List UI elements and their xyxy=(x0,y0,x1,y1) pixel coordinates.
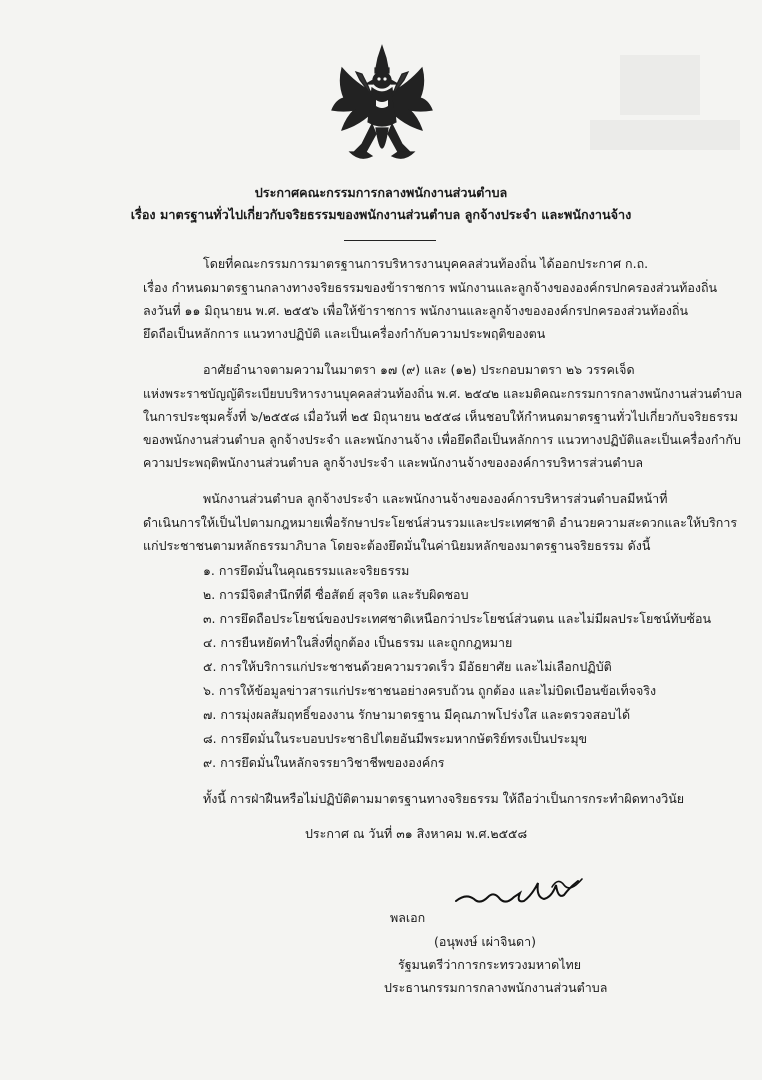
para1-line: โดยที่คณะกรรมการมาตรฐานการบริหารงานบุคคลส่วนท้องถิ่น ได้ออกประกาศ ก.ถ. xyxy=(203,256,649,271)
bleed-through-shadow xyxy=(590,120,740,150)
list-item: ๔. การยืนหยัดทำในสิ่งที่ถูกต้อง เป็นธรรม และถูกกฎหมาย xyxy=(203,635,513,650)
para2-line: ในการประชุมครั้งที่ ๖/๒๕๕๘ เมื่อวันที่ ๒๕ มิถุนายน ๒๕๕๘ เห็นชอบให้กำหนดมาตรฐานทั่วไปเกี่ยวกับจริยธรรม xyxy=(143,409,739,424)
list-item: ๓. การยึดถือประโยชน์ของประเทศชาติเหนือกว่าประโยชน์ส่วนตน และไม่มีผลประโยชน์ทับซ้อน xyxy=(203,611,712,626)
list-item: ๘. การยึดมั่นในระบอบประชาธิปไตยอันมีพระมหากษัตริย์ทรงเป็นประมุข xyxy=(203,731,588,746)
list-item: ๒. การมีจิตสำนึกที่ดี ซื่อสัตย์ สุจริต และรับผิดชอบ xyxy=(203,587,469,602)
list-item: ๗. การมุ่งผลสัมฤทธิ์ของงาน รักษามาตรฐาน มีคุณภาพโปร่งใส และตรวจสอบได้ xyxy=(203,707,631,722)
para3-line: ดำเนินการให้เป็นไปตามกฎหมายเพื่อรักษาประโยชน์ส่วนรวมและประเทศชาติ อำนวยความสะดวกและให้บริการ xyxy=(143,515,738,530)
list-item: ๑. การยึดมั่นในคุณธรรมและจริยธรรม xyxy=(203,563,410,578)
bleed-through-shadow xyxy=(620,55,700,115)
signer-position: รัฐมนตรีว่าการกระทรวงมหาดไทย xyxy=(398,957,582,972)
signer-rank: พลเอก xyxy=(390,910,426,925)
para2-line: แห่งพระราชบัญญัติระเบียบบริหารงานบุคคลส่วนท้องถิ่น พ.ศ. ๒๕๔๒ และมติคณะกรรมการกลางพนักงานส่วนตำบล xyxy=(143,386,743,401)
list-item: ๙. การยึดมั่นในหลักจรรยาวิชาชีพขององค์กร xyxy=(203,755,445,770)
handwritten-signature xyxy=(452,875,592,915)
announcement-date: ประกาศ ณ วันที่ ๓๑ สิงหาคม พ.ศ.๒๕๕๘ xyxy=(305,826,528,841)
para3-line: พนักงานส่วนตำบล ลูกจ้างประจำ และพนักงานจ้างขององค์การบริหารส่วนตำบลมีหน้าที่ xyxy=(203,491,668,506)
closing-statement: ทั้งนี้ การฝ่าฝืนหรือไม่ปฏิบัติตามมาตรฐานทางจริยธรรม ให้ถือว่าเป็นการกระทำผิดทางวินัย xyxy=(203,791,685,806)
para2-line: อาศัยอำนาจตามความในมาตรา ๑๗ (๙) และ (๑๒) ประกอบมาตรา ๒๖ วรรคเจ็ด xyxy=(203,362,635,377)
signer-position: ประธานกรรมการกลางพนักงานส่วนตำบล xyxy=(384,980,608,995)
header-title: ประกาศคณะกรรมการกลางพนักงานส่วนตำบล xyxy=(254,185,508,200)
para2-line: ของพนักงานส่วนตำบล ลูกจ้างประจำ และพนักงานจ้าง เพื่อยึดถือเป็นหลักการ แนวทางปฏิบัติและเป็นเครื่องกำกับ xyxy=(143,432,741,447)
title-divider xyxy=(344,240,436,241)
para1-line: ยึดถือเป็นหลักการ แนวทางปฏิบัติ และเป็นเครื่องกำกับความประพฤติของตน xyxy=(143,326,546,341)
subject-line: เรื่อง มาตรฐานทั่วไปเกี่ยวกับจริยธรรมของพนักงานส่วนตำบล ลูกจ้างประจำ และพนักงานจ้าง xyxy=(130,207,632,222)
para1-line: เรื่อง กำหนดมาตรฐานกลางทางจริยธรรมของข้าราชการ พนักงานและลูกจ้างขององค์กรปกครองส่วนท้องถิ่น xyxy=(143,280,718,295)
list-item: ๖. การให้ข้อมูลข่าวสารแก่ประชาชนอย่างครบถ้วน ถูกต้อง และไม่บิดเบือนข้อเท็จจริง xyxy=(203,683,657,698)
para1-line: ลงวันที่ ๑๑ มิถุนายน พ.ศ. ๒๕๕๖ เพื่อให้ข้าราชการ พนักงานและลูกจ้างขององค์กรปกครองส่วนท้องถิ่น xyxy=(143,303,689,318)
para3-line: แก่ประชาชนตามหลักธรรมาภิบาล โดยจะต้องยึดมั่นในค่านิยมหลักของมาตรฐานจริยธรรม ดังนี้ xyxy=(143,538,651,553)
para2-line: ความประพฤติพนักงานส่วนตำบล ลูกจ้างประจำ และพนักงานจ้างขององค์การบริหารส่วนตำบล xyxy=(143,455,644,470)
list-item: ๕. การให้บริการแก่ประชาชนด้วยความรวดเร็ว มีอัธยาศัย และไม่เลือกปฏิบัติ xyxy=(203,659,612,674)
signer-name: (อนุพงษ์ เผ่าจินดา) xyxy=(434,934,536,949)
garuda-emblem-icon xyxy=(326,44,438,172)
